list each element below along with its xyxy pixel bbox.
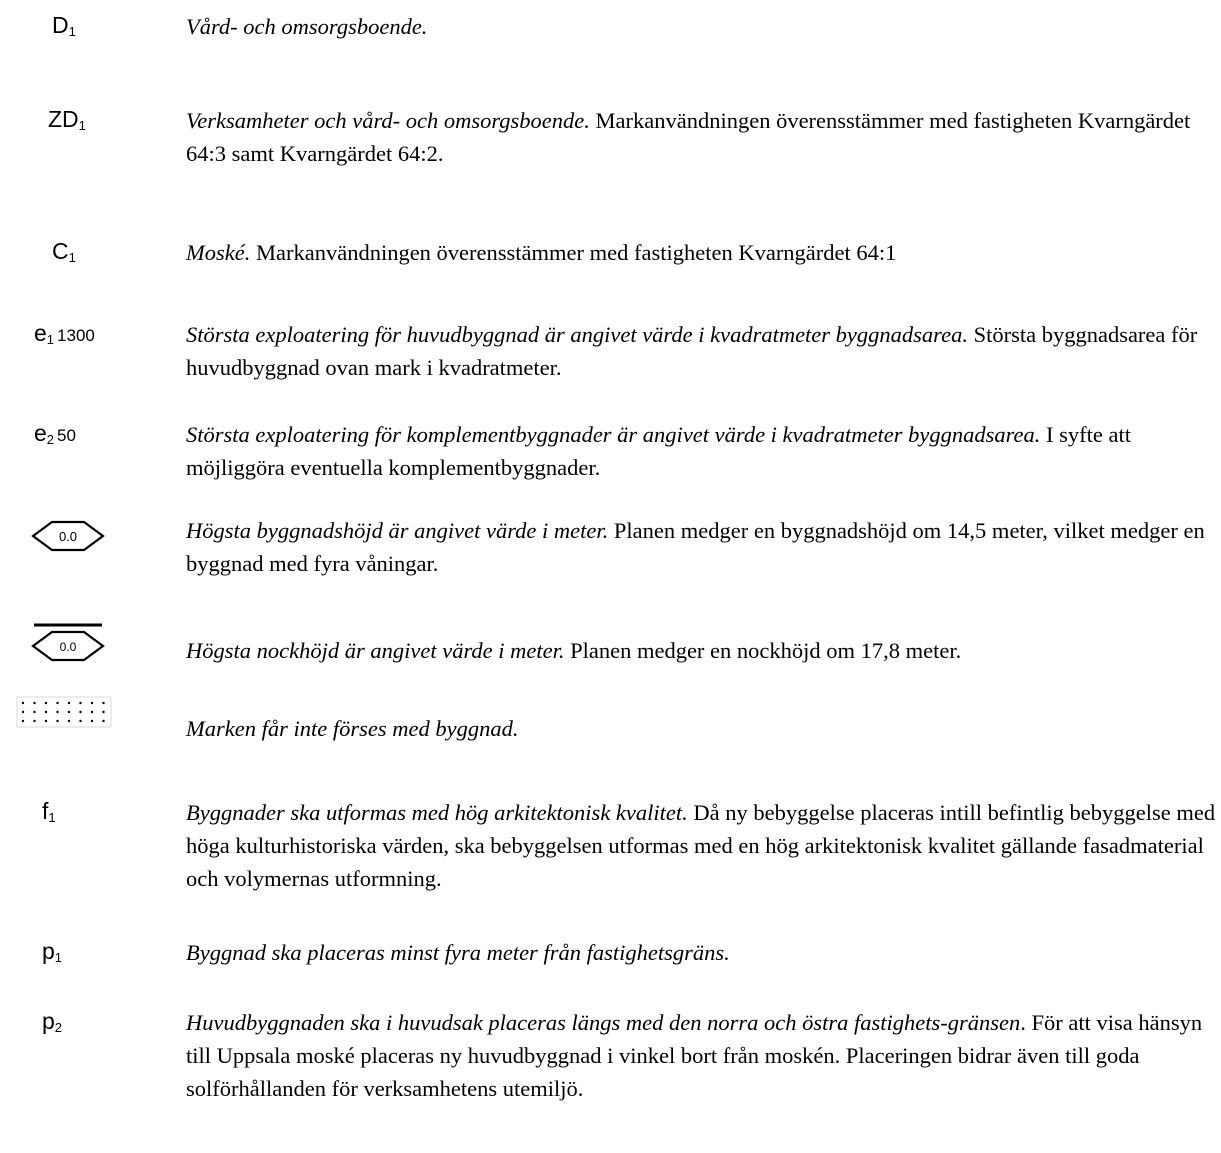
dot (79, 702, 81, 704)
dot (102, 711, 104, 713)
plan-code-d1: $D_1$ (52, 12, 76, 39)
diamond-overline-value: 0.0 (59, 640, 77, 654)
dot (91, 702, 93, 704)
description-c1: Moské. Markanvändningen överensstämmer med fastigheten Kvarngärdet 64:1 (186, 240, 897, 265)
plan-code-p1: $p_1$ (42, 938, 63, 965)
description-e1: Största exploatering för huvudbyggnad är angivet värde i kvadratmeter byggnadsarea. Största byggnadsarea för huvudbyggnad ovan mark i kvadratmeter. (186, 322, 1198, 380)
dot (33, 702, 35, 704)
plan-code-e2: $e_2$ 50 (34, 420, 76, 447)
description-no-building: Marken får inte förses med byggnad. (186, 716, 519, 741)
dot (79, 711, 81, 713)
dot (33, 711, 35, 713)
description-f1: Byggnader ska utformas med hög arkitektonisk kvalitet. Då ny bebyggelse placeras intill befintlig bebyggelse med höga kulturhistoriska värden, ska bebyggelsen utformas med en hög arkitektonisk kvalitet gällande fasadmaterial och volymernas utformning. (186, 800, 1216, 891)
description-p1: Byggnad ska placeras minst fyra meter från fastighetsgräns. (186, 940, 730, 965)
dot (22, 702, 24, 704)
diamond-overline-icon (30, 622, 106, 664)
dot (68, 711, 70, 713)
diamond-value: 0.0 (58, 529, 78, 544)
description-building-height: Högsta byggnadshöjd är angivet värde i meter. Planen medger en byggnadshöjd om 14,5 meter, vilket medger en byggnad med fyra våningar. (186, 518, 1205, 576)
dot (45, 720, 47, 722)
dot (56, 702, 58, 704)
dot (22, 711, 24, 713)
dot (79, 720, 81, 722)
description-e2: Största exploatering för komplementbyggnader är angivet värde i kvadratmeter byggnadsarea. I syfte att möjliggöra eventuella komplementbyggnader. (186, 422, 1132, 480)
dot (56, 711, 58, 713)
dotted-area-icon (16, 696, 112, 728)
plan-code-f1: $f_1$ (42, 798, 56, 825)
description-d1: Vård- och omsorgsboende. (186, 14, 428, 39)
dot (91, 720, 93, 722)
dot (102, 702, 104, 704)
diamond-icon (30, 518, 106, 554)
dot (45, 711, 47, 713)
plan-code-zd1: $ZD_1$ (48, 106, 86, 133)
dot (68, 702, 70, 704)
description-p2: Huvudbyggnaden ska i huvudsak placeras längs med den norra och östra fastighets-gränsen. För att visa hänsyn till Uppsala moské placeras ny huvudbyggnad i vinkel bort från moskén. Placeringen bidrar även till goda solförhållanden för verksamhetens utemiljö. (186, 1010, 1203, 1101)
plan-code-c1: $C_1$ (52, 238, 76, 265)
plan-code-e1: $e_1$ 1300 (34, 320, 95, 347)
dot (68, 720, 70, 722)
dot (45, 702, 47, 704)
dot (102, 720, 104, 722)
dot (56, 720, 58, 722)
dot (33, 720, 35, 722)
dot (91, 711, 93, 713)
dot (22, 720, 24, 722)
plan-code-p2: $p_2$ (42, 1008, 63, 1035)
description-zd1: Verksamheter och vård- och omsorgsboende. Markanvändningen överensstämmer med fastigheten Kvarngärdet 64:3 samt Kvarngärdet 64:2. (186, 108, 1191, 166)
description-ridge-height: Högsta nockhöjd är angivet värde i meter. Planen medger en nockhöjd om 17,8 meter. (186, 638, 962, 663)
